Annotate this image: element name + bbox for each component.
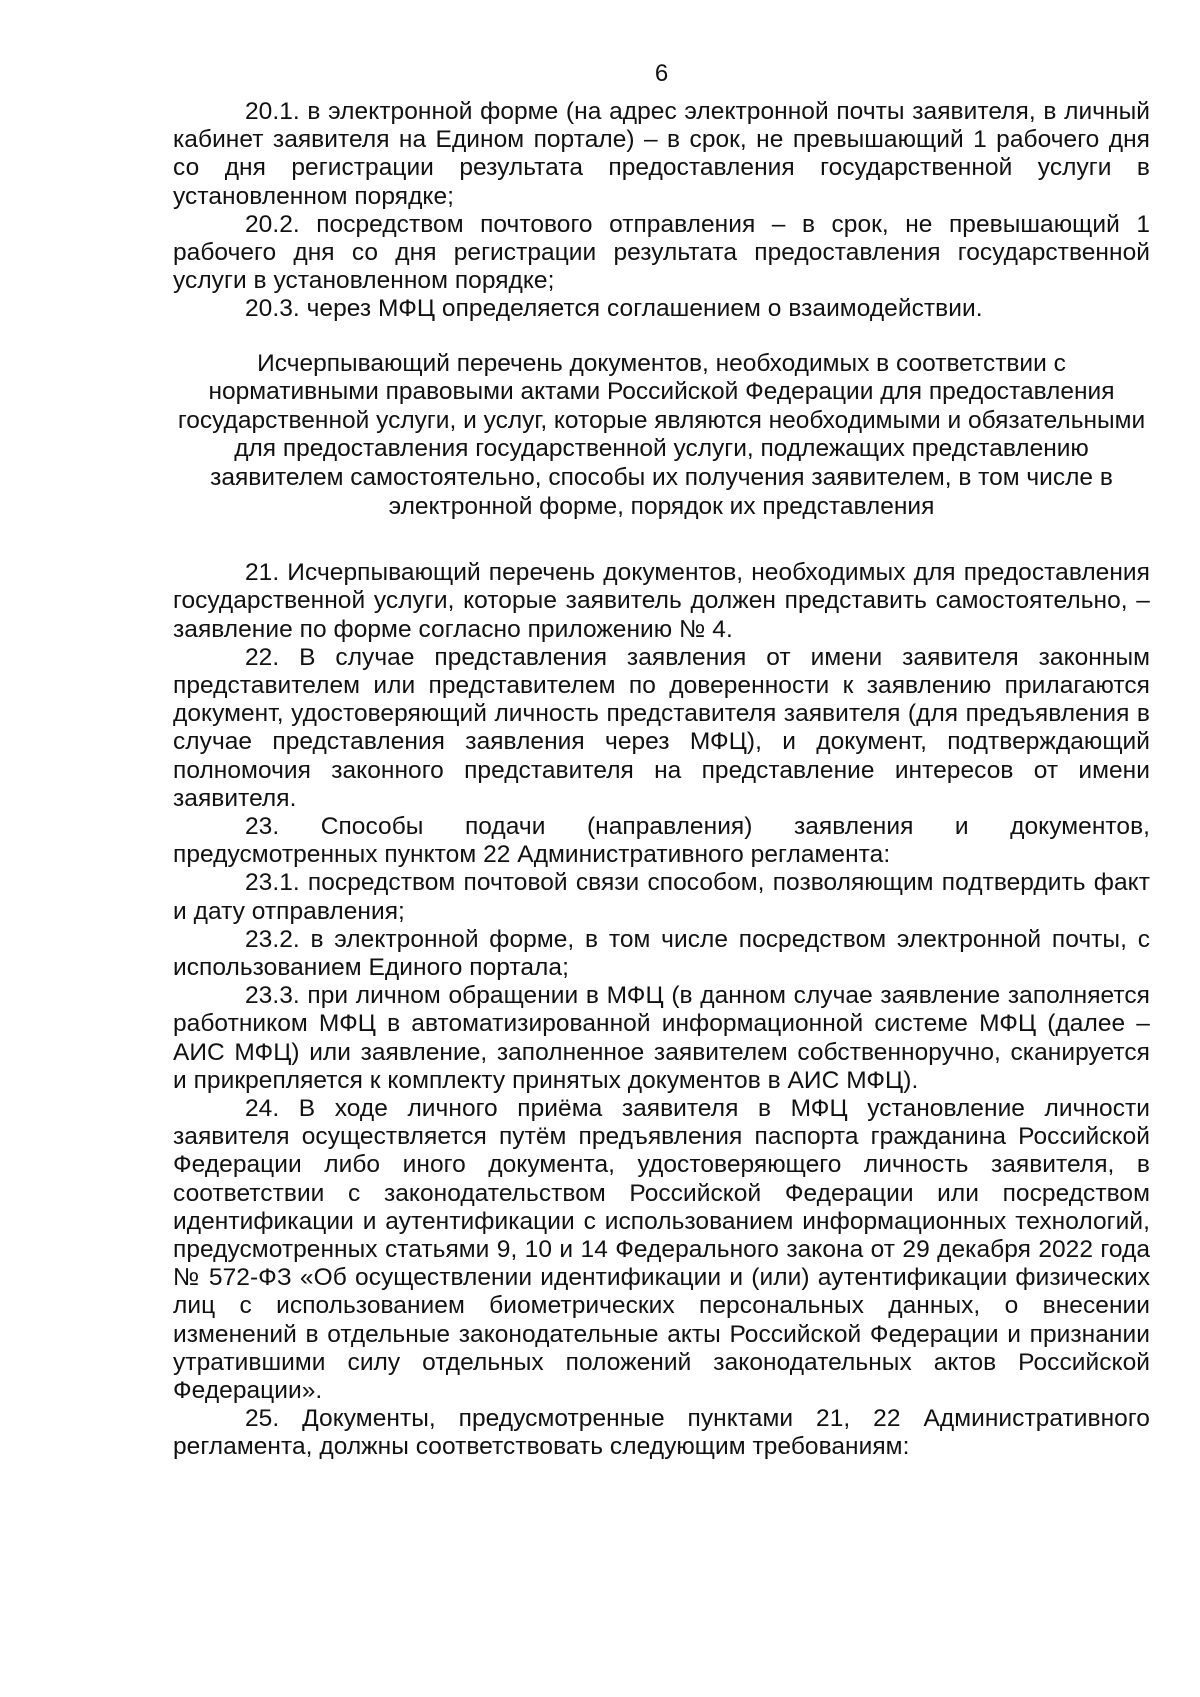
paragraph-23-2: 23.2. в электронной форме, в том числе посредством электронной почты, с использованием Единого портала;	[173, 925, 1150, 982]
paragraph-20-3: 20.3. через МФЦ определяется соглашением о взаимодействии.	[245, 295, 983, 323]
paragraph-23: 23. Способы подачи (направления) заявления и документов, предусмотренных пунктом 22 Административного регламента:	[173, 813, 1150, 869]
section-heading: Исчерпывающий перечень документов, необходимых в соответствии с нормативными правовыми актами Российской Федерации для предоставления государственной услуги, и услуг, которые являются необходимыми и обязательными для предоставления государственной услуги, подлежащих представлению заявителем самостоятельно, способы их получения заявителем, в том числе в электронной форме, порядок их представления	[177, 349, 1146, 520]
document-page	[173, 60, 1150, 1462]
paragraph-20-1: 20.1. в электронной форме (на адрес электронной почты заявителя, в личный кабинет заявителя на Едином портале) – в срок, не превышающий 1 рабочего дня со дня регистрации результата предоставления государственной услуги в установленном порядке;	[173, 98, 1150, 210]
paragraph-20-2: 20.2. посредством почтового отправления – в срок, не превышающий 1 рабочего дня со дня регистрации результата предоставления государственной услуги в установленном порядке;	[173, 210, 1150, 295]
paragraph-23-1: 23.1. посредством почтовой связи способом, позволяющим подтвердить факт и дату отправления;	[173, 869, 1150, 925]
paragraph-21: 21. Исчерпывающий перечень документов, необходимых для предоставления государственной услуги, которые заявитель должен представить самостоятельно, – заявление по форме согласно приложению № 4.	[173, 559, 1150, 643]
paragraph-22: 22. В случае представления заявления от имени заявителя законным представителем или представителем по доверенности к заявлению прилагаются документ, удостоверяющий личность представителя заявителя (для предъявления в случае представления заявления через МФЦ), и документ, подтверждающий полномочия законного представителя на представление интересов от имени заявителя.	[173, 643, 1150, 812]
paragraph-25: 25. Документы, предусмотренные пунктами 21, 22 Административного регламента, должны соответствовать следующим требованиям:	[173, 1405, 1150, 1461]
page-number: 6	[654, 60, 669, 87]
paragraph-23-3: 23.3. при личном обращении в МФЦ (в данном случае заявление заполняется работником МФЦ в автоматизированной информационной системе МФЦ (далее – АИС МФЦ) или заявление, заполненное заявителем собственноручно, сканируется и прикрепляется к комплекту принятых документов в АИС МФЦ).	[173, 982, 1150, 1094]
paragraph-24: 24. В ходе личного приёма заявителя в МФЦ установление личности заявителя осуществляется путём предъявления паспорта гражданина Российской Федерации либо иного документа, удостоверяющего личность заявителя, в соответствии с законодательством Российской Федерации или посредством идентификации и аутентификации с использованием информационных технологий, предусмотренных статьями 9, 10 и 14 Федерального закона от 29 декабря 2022 года № 572-ФЗ «Об осуществлении идентификации и (или) аутентификации физических лиц с использованием биометрических персональных данных, о внесении изменений в отдельные законодательные акты Российской Федерации и признании утратившими силу отдельных положений законодательных актов Российской Федерации».	[173, 1095, 1150, 1405]
